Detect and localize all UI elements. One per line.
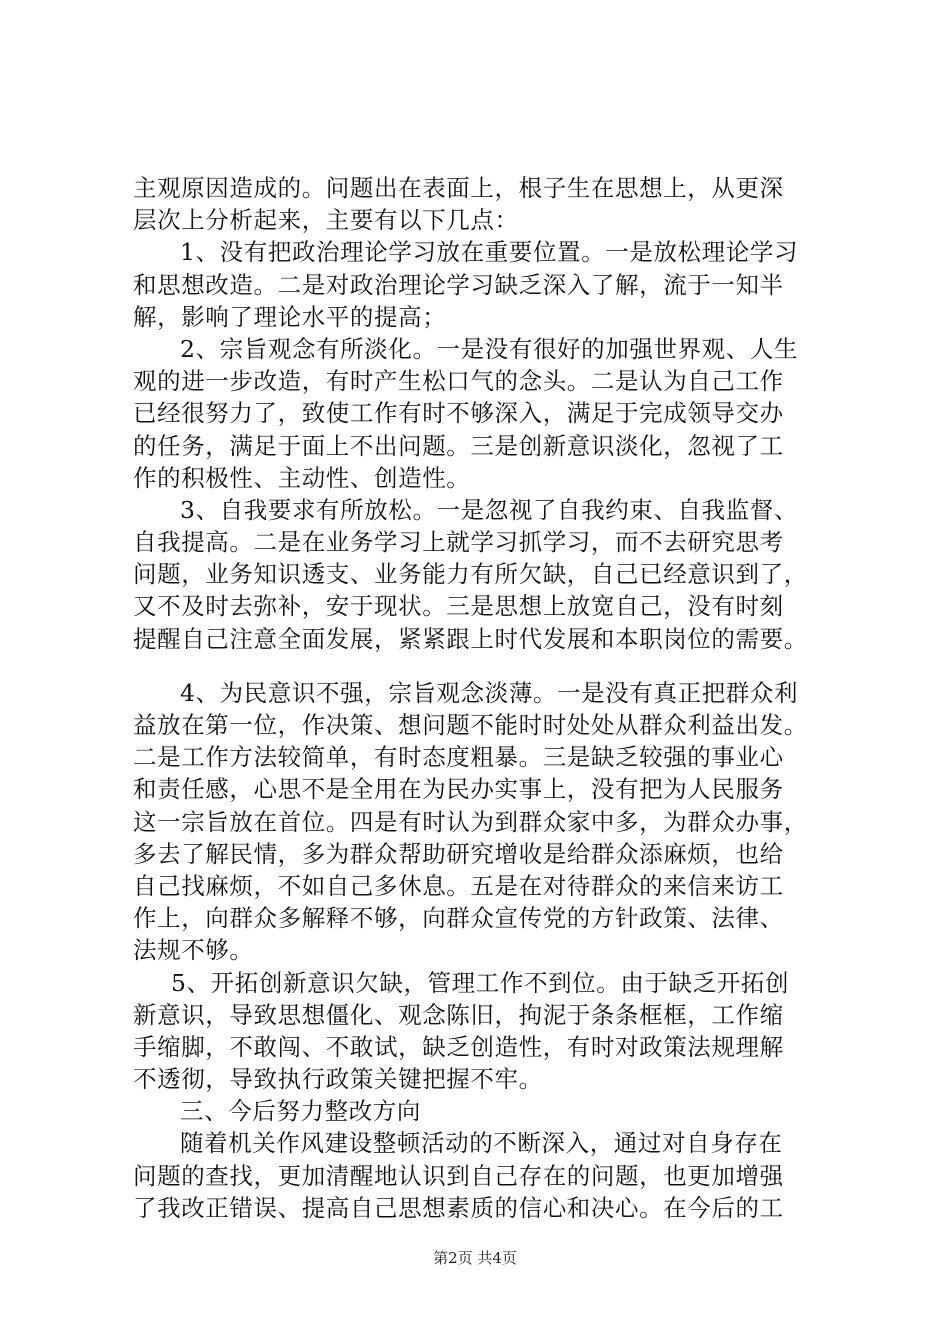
text-line: 主观原因造成的。问题出在表面上，根子生在思想上，从更深 (133, 174, 784, 202)
document-body (133, 172, 853, 1224)
text-line: 4、为民意识不强，宗旨观念淡薄。一是没有真正把群众利 (180, 678, 799, 707)
text-line: 问题的查找，更加清醒地认识到自己存在的问题，也更加增强 (133, 1161, 784, 1190)
text-line: 作上，向群众多解释不够，向群众宣传党的方针政策、法律、 (133, 904, 784, 933)
text-line: 了我改正错误、提高自己思想素质的信心和决心。在今后的工 (133, 1193, 784, 1222)
text-line: 3、自我要求有所放松。一是忽视了自我约束、自我监督、 (180, 495, 799, 524)
section-heading: 三、今后努力整改方向 (180, 1097, 421, 1126)
text-line: 1、没有把政治理论学习放在重要位置。一是放松理论学习 (180, 238, 799, 267)
text-line: 解，影响了理论水平的提高； (133, 302, 447, 331)
page-number-label: 第2页 共4页 (433, 1249, 517, 1267)
text-line: 和思想改造。二是对政治理论学习缺乏深入了解，流于一知半 (133, 270, 784, 299)
text-line: 不透彻，导致执行政策关键把握不牢。 (133, 1065, 543, 1094)
text-line: 提醒自己注意全面发展，紧紧跟上时代发展和本职岗位的需要。 (133, 624, 808, 653)
text-line: 的任务，满足于面上不出问题。三是创新意识淡化，忽视了工 (133, 431, 784, 460)
text-line: 层次上分析起来，主要有以下几点： (133, 206, 519, 235)
text-line: 法规不够。 (133, 936, 254, 965)
text-line: 二是工作方法较简单，有时态度粗暴。三是缺乏较强的事业心 (133, 743, 784, 772)
text-line: 益放在第一位，作决策、想问题不能时时处处从群众利益出发。 (133, 711, 808, 739)
page-footer (0, 1248, 950, 1268)
text-line: 作的积极性、主动性、创造性。 (133, 463, 471, 492)
text-line: 问题，业务知识透支、业务能力有所欠缺，自己已经意识到了， (133, 560, 808, 589)
text-line: 自己找麻烦，不如自己多休息。五是在对待群众的来信来访工 (133, 871, 784, 900)
text-line: 随着机关作风建设整顿活动的不断深入，通过对自身存在 (180, 1129, 783, 1158)
text-line: 新意识，导致思想僵化、观念陈旧，拘泥于条条框框，工作缩 (133, 1000, 784, 1029)
text-line: 多去了解民情，多为群众帮助研究增收是给群众添麻烦，也给 (133, 839, 784, 868)
text-line: 又不及时去弥补，安于现状。三是思想上放宽自己，没有时刻 (133, 592, 784, 621)
text-line: 5、开拓创新意识欠缺，管理工作不到位。由于缺乏开拓创 (171, 968, 790, 997)
text-line: 这一宗旨放在首位。四是有时认为到群众家中多，为群众办事， (133, 807, 808, 836)
text-line: 自我提高。二是在业务学习上就学习抓学习，而不去研究思考 (133, 528, 784, 557)
text-line: 已经很努力了，致使工作有时不够深入，满足于完成领导交办 (133, 399, 784, 428)
text-line: 和责任感，心思不是全用在为民办实事上，没有把为人民服务 (133, 775, 784, 804)
text-line: 观的进一步改造，有时产生松口气的念头。二是认为自己工作 (133, 367, 784, 396)
text-line: 手缩脚，不敢闯、不敢试，缺乏创造性，有时对政策法规理解 (133, 1032, 784, 1061)
text-line: 2、宗旨观念有所淡化。一是没有很好的加强世界观、人生 (180, 334, 799, 363)
paragraph-gap (133, 655, 853, 677)
